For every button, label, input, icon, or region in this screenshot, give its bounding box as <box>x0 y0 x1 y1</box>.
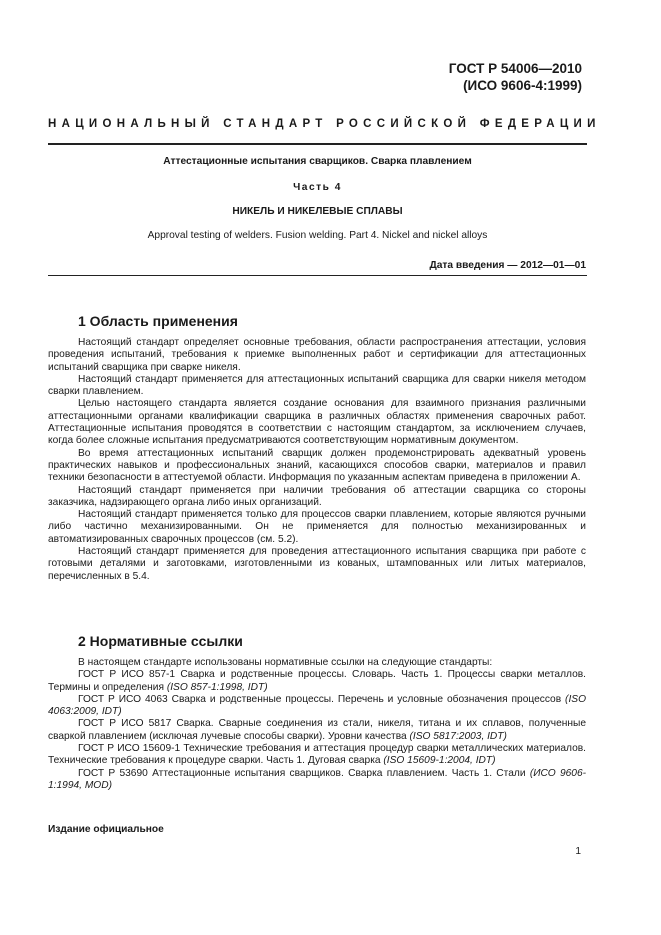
reference-item: ГОСТ Р ИСО 5817 Сварка. Сварные соединения из стали, никеля, титана и их сплавов, полученные сваркой плавлением (исключая лучевые способы сварки). Уровни качества (ISO 5817:2003, IDT) <box>48 718 586 742</box>
paragraph: Целью настоящего стандарта является создание основания для взаимного признания различными аттестационными органами квалификации сварщика в различных областях применения сварочных работ. Аттестационные испытания проводятся в соответствии с настоящим стандартом, за исключением случаев, когда более сложные испытания предусматриваются соответствующим нормативным документом. <box>48 398 586 447</box>
paragraph: Во время аттестационных испытаний сварщик должен продемонстрировать адекватный уровень практических навыков и профессиональных знаний, касающихся способов сварки, материалов и правил техники безопасности в аттестуемой области. Информация по указанным аспектам приведена в приложении А. <box>48 447 586 484</box>
english-title: Approval testing of welders. Fusion welding. Part 4. Nickel and nickel alloys <box>147 230 488 241</box>
title-rule <box>48 275 587 276</box>
effective-date: Дата введения — 2012—01—01 <box>429 260 586 271</box>
section-1-heading: 1 Область применения <box>78 313 238 329</box>
official-edition-label: Издание официальное <box>48 824 164 835</box>
standard-code: ГОСТ Р 54006—2010 <box>448 61 582 76</box>
header-rule <box>48 143 587 145</box>
page-number: 1 <box>575 846 581 857</box>
paragraph: Настоящий стандарт применяется для проведения аттестационного испытания сварщика при работе с готовыми деталями и заготовками, изготовленными из кованых, штампованных или литых материалов, перечисленных в 5.4. <box>48 546 586 582</box>
paragraph: Настоящий стандарт применяется при наличии требования об аттестации сварщика со стороны заказчика, надзирающего органа либо иных организаций. <box>48 484 586 508</box>
reference-item: ГОСТ Р ИСО 857-1 Сварка и родственные процессы. Словарь. Часть 1. Процессы сварки металлов. Термины и определения (ISO 857-1:1998, IDT) <box>48 669 586 693</box>
iso-code: (ИСО 9606-4:1999) <box>463 78 582 93</box>
reference-item: ГОСТ Р ИСО 15609-1 Технические требования и аттестация процедур сварки металлических материалов. Технические требования к процедуре сварки. Часть 1. Дуговая сварка (ISO 15609-1:2004, IDT) <box>48 743 586 767</box>
reference-item: ГОСТ Р 53690 Аттестационные испытания сварщиков. Сварка плавлением. Часть 1. Стали (ИСО 9606-1:1994, MOD) <box>48 767 586 791</box>
national-standard-banner: НАЦИОНАЛЬНЫЙ СТАНДАРТ РОССИЙСКОЙ ФЕДЕРАЦИИ <box>48 118 601 130</box>
reference-item: ГОСТ Р ИСО 4063 Сварка и родственные процессы. Перечень и условные обозначения процессов (ISO 4063:2009, IDT) <box>48 693 586 718</box>
paragraph: Настоящий стандарт применяется для аттестационных испытаний сварщика для сварки никеля методом сварки плавлением. <box>48 373 586 398</box>
standard-header <box>449 60 582 94</box>
paragraph: Настоящий стандарт применяется только для процессов сварки плавлением, которые являются ручными либо частично механизированными. Он не применяется для полностью механизированных и автоматизированных сварочных процессов (см. 5.2). <box>48 509 586 545</box>
section-1-body <box>48 337 586 583</box>
paragraph: В настоящем стандарте использованы нормативные ссылки на следующие стандарты: <box>78 657 493 668</box>
document-title: Аттестационные испытания сварщиков. Сварка плавлением <box>163 156 472 167</box>
section-2-heading: 2 Нормативные ссылки <box>78 633 243 649</box>
document-subtitle: НИКЕЛЬ И НИКЕЛЕВЫЕ СПЛАВЫ <box>232 206 403 217</box>
section-2-body <box>48 657 586 792</box>
paragraph: Настоящий стандарт определяет основные требования, области распространения аттестации, условия проведения испытаний, требования к приемке выполненных работ и сертификации для аттестационных испытаний сварщика при сварке никеля. <box>48 337 586 373</box>
part-label: Часть 4 <box>293 182 342 193</box>
